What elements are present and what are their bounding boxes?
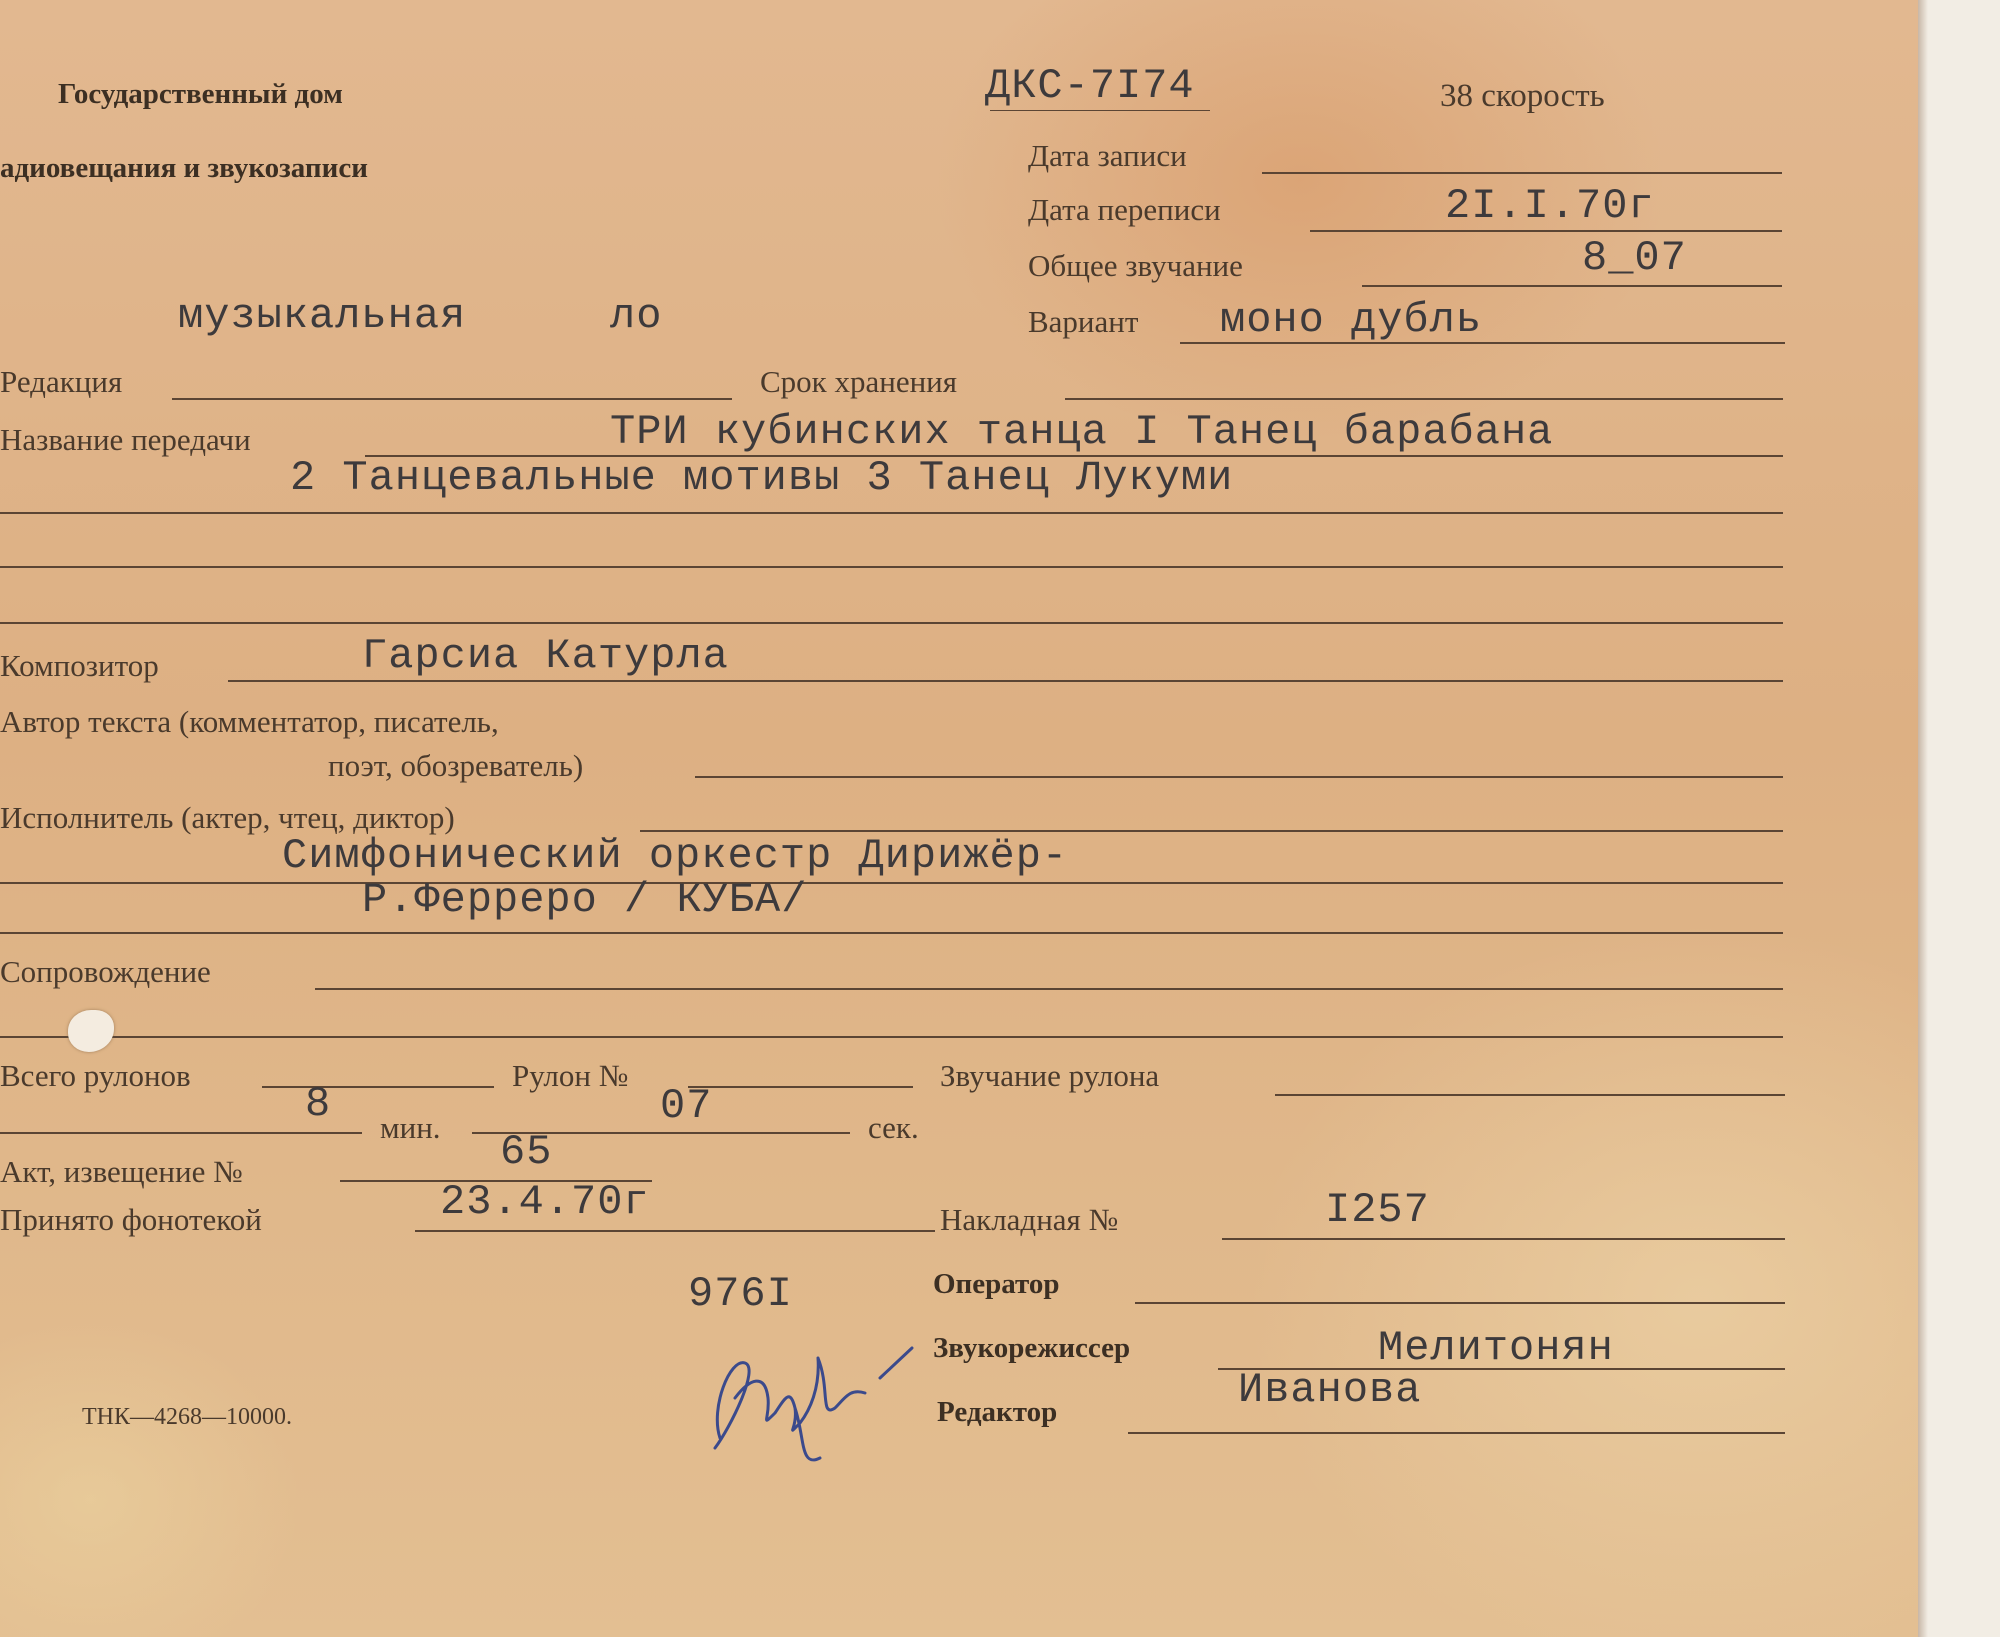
performer-line-2: Р.Ферреро / КУБА/ (362, 876, 808, 924)
print-code: ТНК—4268—10000. (82, 1404, 292, 1430)
reel-sound-line (1275, 1094, 1785, 1096)
invoice-label: Накладная № (940, 1202, 1119, 1237)
total-reels-line (262, 1086, 494, 1088)
author-line (695, 776, 1783, 778)
accompaniment-rule-2 (0, 1036, 1783, 1038)
total-sound-label: Общее звучание (1028, 248, 1243, 283)
number-value: 976I (688, 1270, 793, 1318)
sound-director-label: Звукорежиссер (933, 1332, 1131, 1364)
handwritten-signature (690, 1318, 930, 1468)
catalog-code: ДКС-7I74 (985, 62, 1195, 110)
composer-line (228, 680, 1783, 682)
storage-label: Срок хранения (760, 364, 958, 399)
accompaniment-label: Сопровождение (0, 954, 211, 989)
act-value: 65 (500, 1128, 553, 1176)
edition-label: Редакция (0, 364, 123, 399)
author-label-2: поэт, обозреватель) (328, 748, 584, 783)
code-underline (990, 110, 1210, 111)
accompaniment-line (315, 988, 1783, 990)
operator-line (1135, 1302, 1785, 1304)
author-label-1: Автор текста (комментатор, писатель, (0, 704, 499, 739)
rewrite-date-line (1310, 230, 1782, 232)
minutes-line (0, 1132, 362, 1134)
title-rule-2 (0, 512, 1783, 514)
reel-number-line (688, 1086, 913, 1088)
seconds-label: сек. (868, 1110, 919, 1145)
minutes-label: мин. (380, 1110, 441, 1145)
storage-line (1065, 398, 1783, 400)
org-line-2: адиовещания и звукозаписи (0, 152, 368, 184)
seconds-value: 07 (660, 1082, 713, 1130)
composer-value: Гарсиа Катурла (362, 632, 729, 680)
reel-sound-label: Звучание рулона (940, 1058, 1160, 1093)
sound-director-value: Мелитонян (1378, 1324, 1614, 1372)
accepted-value: 23.4.70г (440, 1178, 650, 1226)
operator-label: Оператор (933, 1268, 1060, 1300)
composer-label: Композитор (0, 648, 159, 683)
editor-label: Редактор (937, 1396, 1058, 1428)
total-sound-line (1362, 285, 1782, 287)
total-reels-label: Всего рулонов (0, 1058, 191, 1093)
reel-number-label: Рулон № (512, 1058, 629, 1093)
editor-value: Иванова (1238, 1366, 1422, 1414)
editor-line (1128, 1432, 1785, 1434)
performer-rule-3 (0, 932, 1783, 934)
title-rule-3 (0, 566, 1783, 568)
variant-line (1180, 342, 1785, 344)
record-date-label: Дата записи (1028, 138, 1187, 173)
variant-value: моно дубль (1220, 296, 1483, 344)
paper-damage (68, 1010, 114, 1052)
invoice-line (1222, 1238, 1785, 1240)
performer-label: Исполнитель (актер, чтец, диктор) (0, 800, 455, 835)
total-sound-value: 8_07 (1582, 234, 1687, 282)
rewrite-date-value: 2I.I.70г (1445, 182, 1655, 230)
accepted-label: Принято фонотекой (0, 1202, 262, 1237)
speed-label: 38 скорость (1440, 78, 1605, 114)
performer-rule-2 (0, 882, 1783, 884)
record-date-line (1262, 172, 1782, 174)
act-label: Акт, извещение № (0, 1154, 243, 1189)
performer-line-1: Симфонический оркестр Дирижёр- (282, 832, 1069, 880)
variant-label: Вариант (1028, 304, 1139, 339)
org-line-1: Государственный дом (58, 78, 343, 110)
title-line-2: 2 Танцевальные мотивы 3 Танец Лукуми (290, 454, 1234, 502)
title-line-1: ТРИ кубинских танца I Танец барабана (610, 408, 1554, 456)
accepted-line (415, 1230, 935, 1232)
department-value: музыкальная (178, 292, 467, 340)
title-label: Название передачи (0, 422, 251, 457)
title-rule-4 (0, 622, 1783, 624)
invoice-value: I257 (1325, 1186, 1430, 1234)
card-edge-shadow (1918, 0, 1928, 1637)
department-code: ло (610, 292, 663, 340)
minutes-value: 8 (305, 1080, 332, 1128)
rewrite-date-label: Дата переписи (1028, 192, 1221, 227)
edition-line (172, 398, 732, 400)
